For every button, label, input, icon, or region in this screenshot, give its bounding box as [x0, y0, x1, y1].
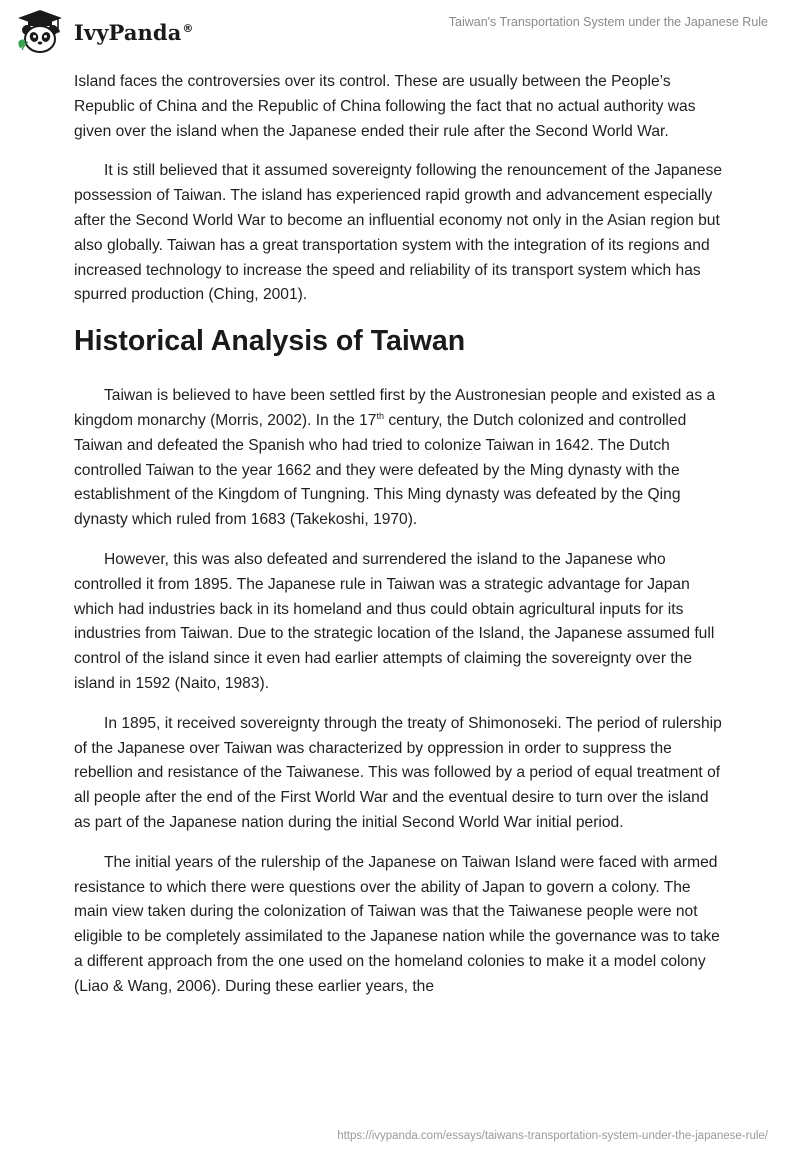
section-heading: Historical Analysis of Taiwan — [74, 325, 466, 358]
ivypanda-logo[interactable] — [14, 8, 194, 54]
paragraph-2: It is still believed that it assumed sovereignty following the renouncement of the Japanese possession of Taiwan. The island has experienced rapid growth and advancement especially after the Second World War to become an influential economy not only in the Asian region but also globally. Taiwan has a great transportation system with the integration of its regions and increased technology to increase the speed and reliability of its transport system which has spurred production (Ching, 2001). — [74, 162, 723, 304]
paragraph-4: However, this was also defeated and surrendered the island to the Japanese who controlled it from 1895. The Japanese rule in Taiwan was a strategic advantage for Japan which had industries back in its homeland and thus could obtain agricultural inputs for its industries from Taiwan. Due to the strategic location of the Island, the Japanese assumed full control of the island since it even had earlier attempts of claiming the sovereignty over the island in 1592 (Naito, 1983). — [74, 550, 715, 692]
paragraph-5: In 1895, it received sovereignty through the treaty of Shimonoseki. The period of rulership of the Japanese over Taiwan was characterized by oppression in order to suppress the rebellion and resistance of the Taiwanese. This was followed by a period of equal treatment of all people after the end of the First World War and the eventual desire to turn over the island as part of the Japanese nation during the initial Second World War initial period. — [74, 714, 722, 831]
paragraph-3-part-a: Taiwan is believed to have been settled first by the Austronesian people and existed as a kingdom monarchy (Morris, 2002). In the 17 — [74, 387, 716, 429]
paragraph-3-part-b: century, the Dutch colonized and controlled Taiwan and defeated the Spanish who had tried to colonize Taiwan in 1642. The Dutch controlled Taiwan to the year 1662 and they were defeated by the Ming dynasty with the establishment of the Kingdom of Tungning. This Ming dynasty was defeated by the Qing dynasty which ruled from 1683 (Takekoshi, 1970). — [74, 411, 687, 529]
essay-body — [74, 70, 726, 1015]
panda-graduate-icon — [14, 8, 66, 54]
page-header — [0, 0, 800, 60]
paragraph-3 — [74, 384, 726, 533]
logo-text: IvyPanda® — [74, 19, 194, 45]
document-title: Taiwan's Transportation System under the Japanese Rule — [448, 15, 768, 29]
paragraph-1: Island faces the controversies over its control. These are usually between the People’s Republic of China and the Republic of China following the fact that no actual authority was given over the island when the Japanese ended their rule after the Second World War. — [74, 73, 696, 140]
registered-mark: ® — [182, 21, 194, 35]
paragraph-6: The initial years of the rulership of the Japanese on Taiwan Island were faced with armed resistance to which there were questions over the ability of Japan to govern a colony. The main view taken during the colonization of Taiwan was that the Taiwanese people were not eligible to be completely assimilated to the Japanese nation while the governance was to take a different approach from the one used on the homeland colonies to make it a model colony (Liao & Wang, 2006). During these earlier years, the — [74, 853, 720, 995]
source-url-link[interactable]: https://ivypanda.com/essays/taiwans-transportation-system-under-the-japanese-rule/ — [337, 1130, 768, 1142]
ordinal-superscript: th — [376, 410, 384, 421]
